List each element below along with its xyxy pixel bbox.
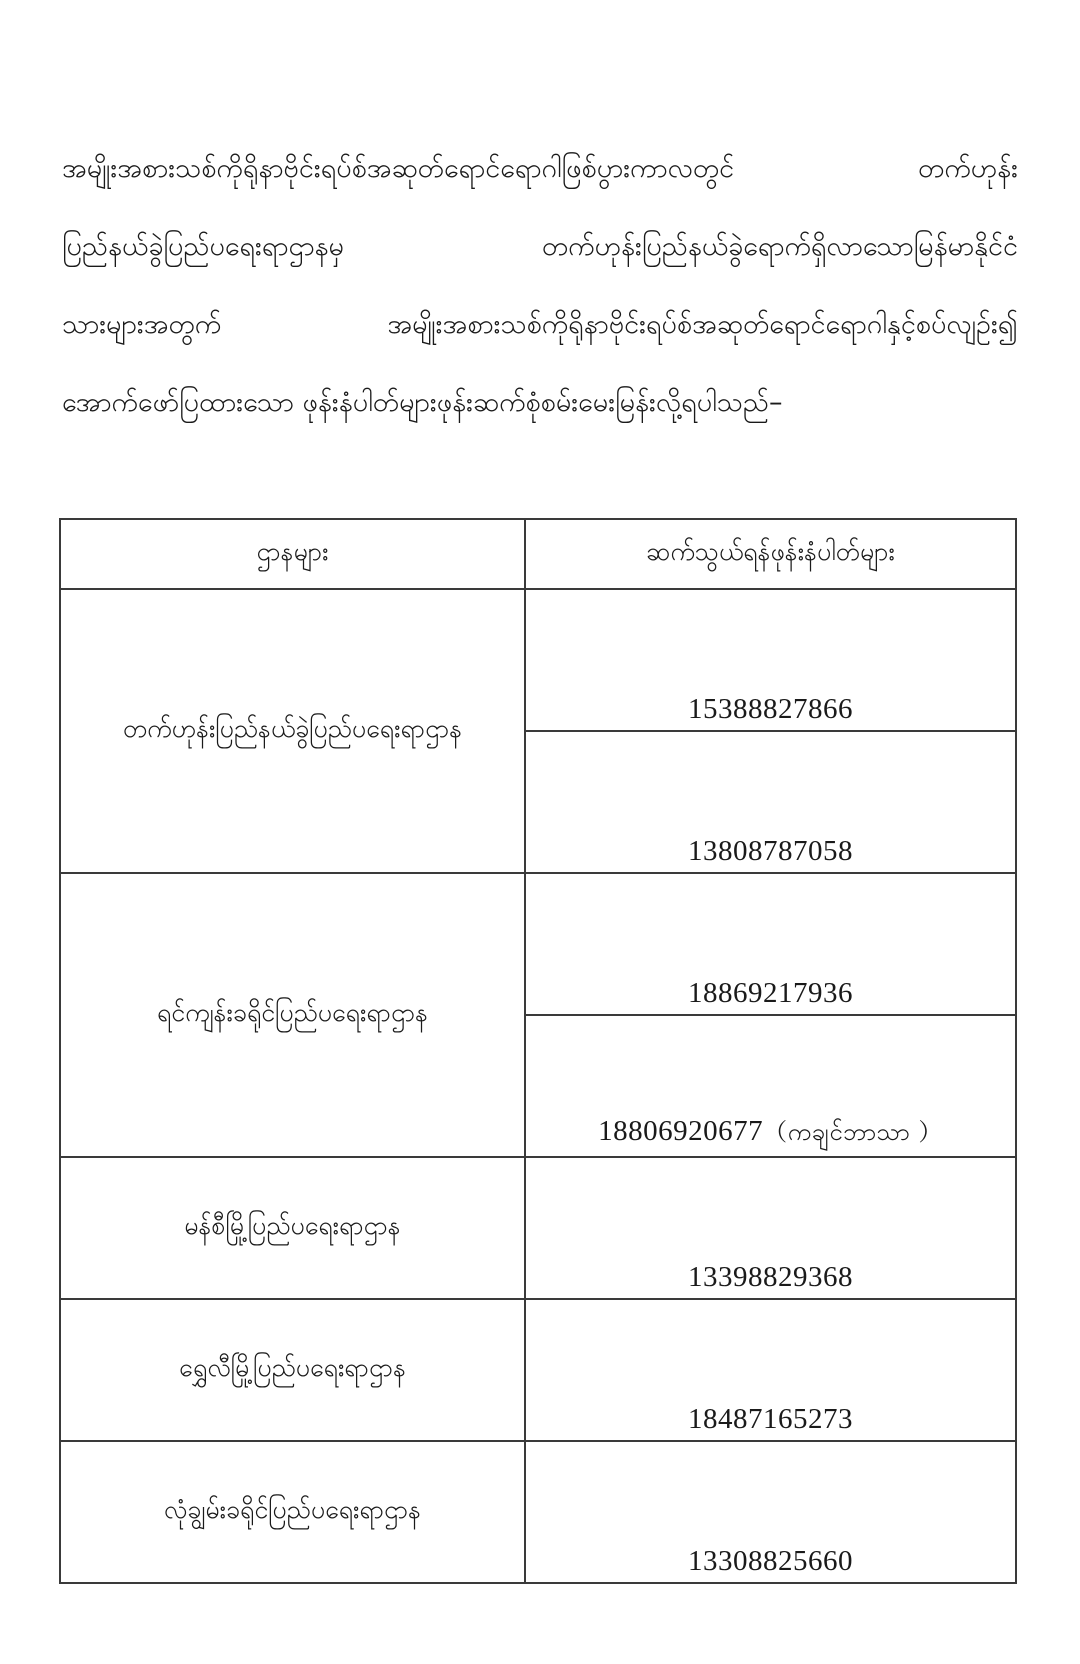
phone-number-cell (525, 731, 1016, 873)
intro-line: အမျိုးအစားသစ်ကိုရိုနာဗိုင်းရပ်စ်အဆုတ်ရောင်ရောဂါဖြစ်ပွားကာလတွင် တက်ဟုန်း (62, 153, 1018, 184)
office-name: တက်ဟုန်းပြည်နယ်ခွဲပြည်ပရေးရာဌာန (60, 589, 525, 873)
language-note: （ကချင်ဘာသာ ） (763, 1118, 943, 1146)
phones-column-header: ဆက်သွယ်ရန်ဖုန်းနံပါတ်များ (525, 519, 1016, 589)
intro-paragraph (62, 130, 1018, 442)
phone-number[interactable]: 18806920677 (598, 1115, 764, 1147)
phone-number[interactable]: 13308825660 (688, 1545, 853, 1577)
table-row (60, 1299, 1016, 1441)
table-row (60, 1441, 1016, 1583)
table-row (60, 589, 1016, 731)
phone-number-cell (525, 1299, 1016, 1441)
intro-line: သားများအတွက် အမျိုးအစားသစ်ကိုရိုနာဗိုင်းရပ်စ်အဆုတ်ရောင်ရောဂါနှင့်စပ်လျဉ်း၍ (62, 309, 1018, 340)
phone-number[interactable]: 15388827866 (688, 693, 853, 725)
phone-number-cell (525, 1441, 1016, 1583)
office-name: မန်စီမြို့ပြည်ပရေးရာဌာန (60, 1157, 525, 1299)
phone-number-cell (525, 589, 1016, 731)
phone-number-cell (525, 873, 1016, 1015)
contact-table (59, 518, 1017, 1584)
office-name: လုံချွမ်းခရိုင်ပြည်ပရေးရာဌာန (60, 1441, 525, 1583)
table-row (60, 873, 1016, 1015)
intro-line: ပြည်နယ်ခွဲပြည်ပရေးရာဌာနမှ တက်ဟုန်းပြည်နယ်ခွဲရောက်ရှိလာသောမြန်မာနိုင်ငံ (62, 231, 1018, 262)
phone-number-cell (525, 1015, 1016, 1157)
office-name: ရင်ကျန်းခရိုင်ပြည်ပရေးရာဌာန (60, 873, 525, 1157)
office-column-header: ဌာနများ (60, 519, 525, 589)
phone-number[interactable]: 18869217936 (688, 977, 853, 1009)
phone-number[interactable]: 13808787058 (688, 835, 853, 867)
table-row (60, 1157, 1016, 1299)
office-name: ရွှေလီမြို့ပြည်ပရေးရာဌာန (60, 1299, 525, 1441)
phone-number[interactable]: 13398829368 (688, 1261, 853, 1293)
phone-number[interactable]: 18487165273 (688, 1403, 853, 1435)
intro-line: အောက်ဖော်ပြထားသော ဖုန်းနံပါတ်များဖုန်းဆက်စုံစမ်းမေးမြန်းလို့ရပါသည်– (62, 387, 783, 418)
table-header-row (60, 519, 1016, 589)
phone-number-cell (525, 1157, 1016, 1299)
